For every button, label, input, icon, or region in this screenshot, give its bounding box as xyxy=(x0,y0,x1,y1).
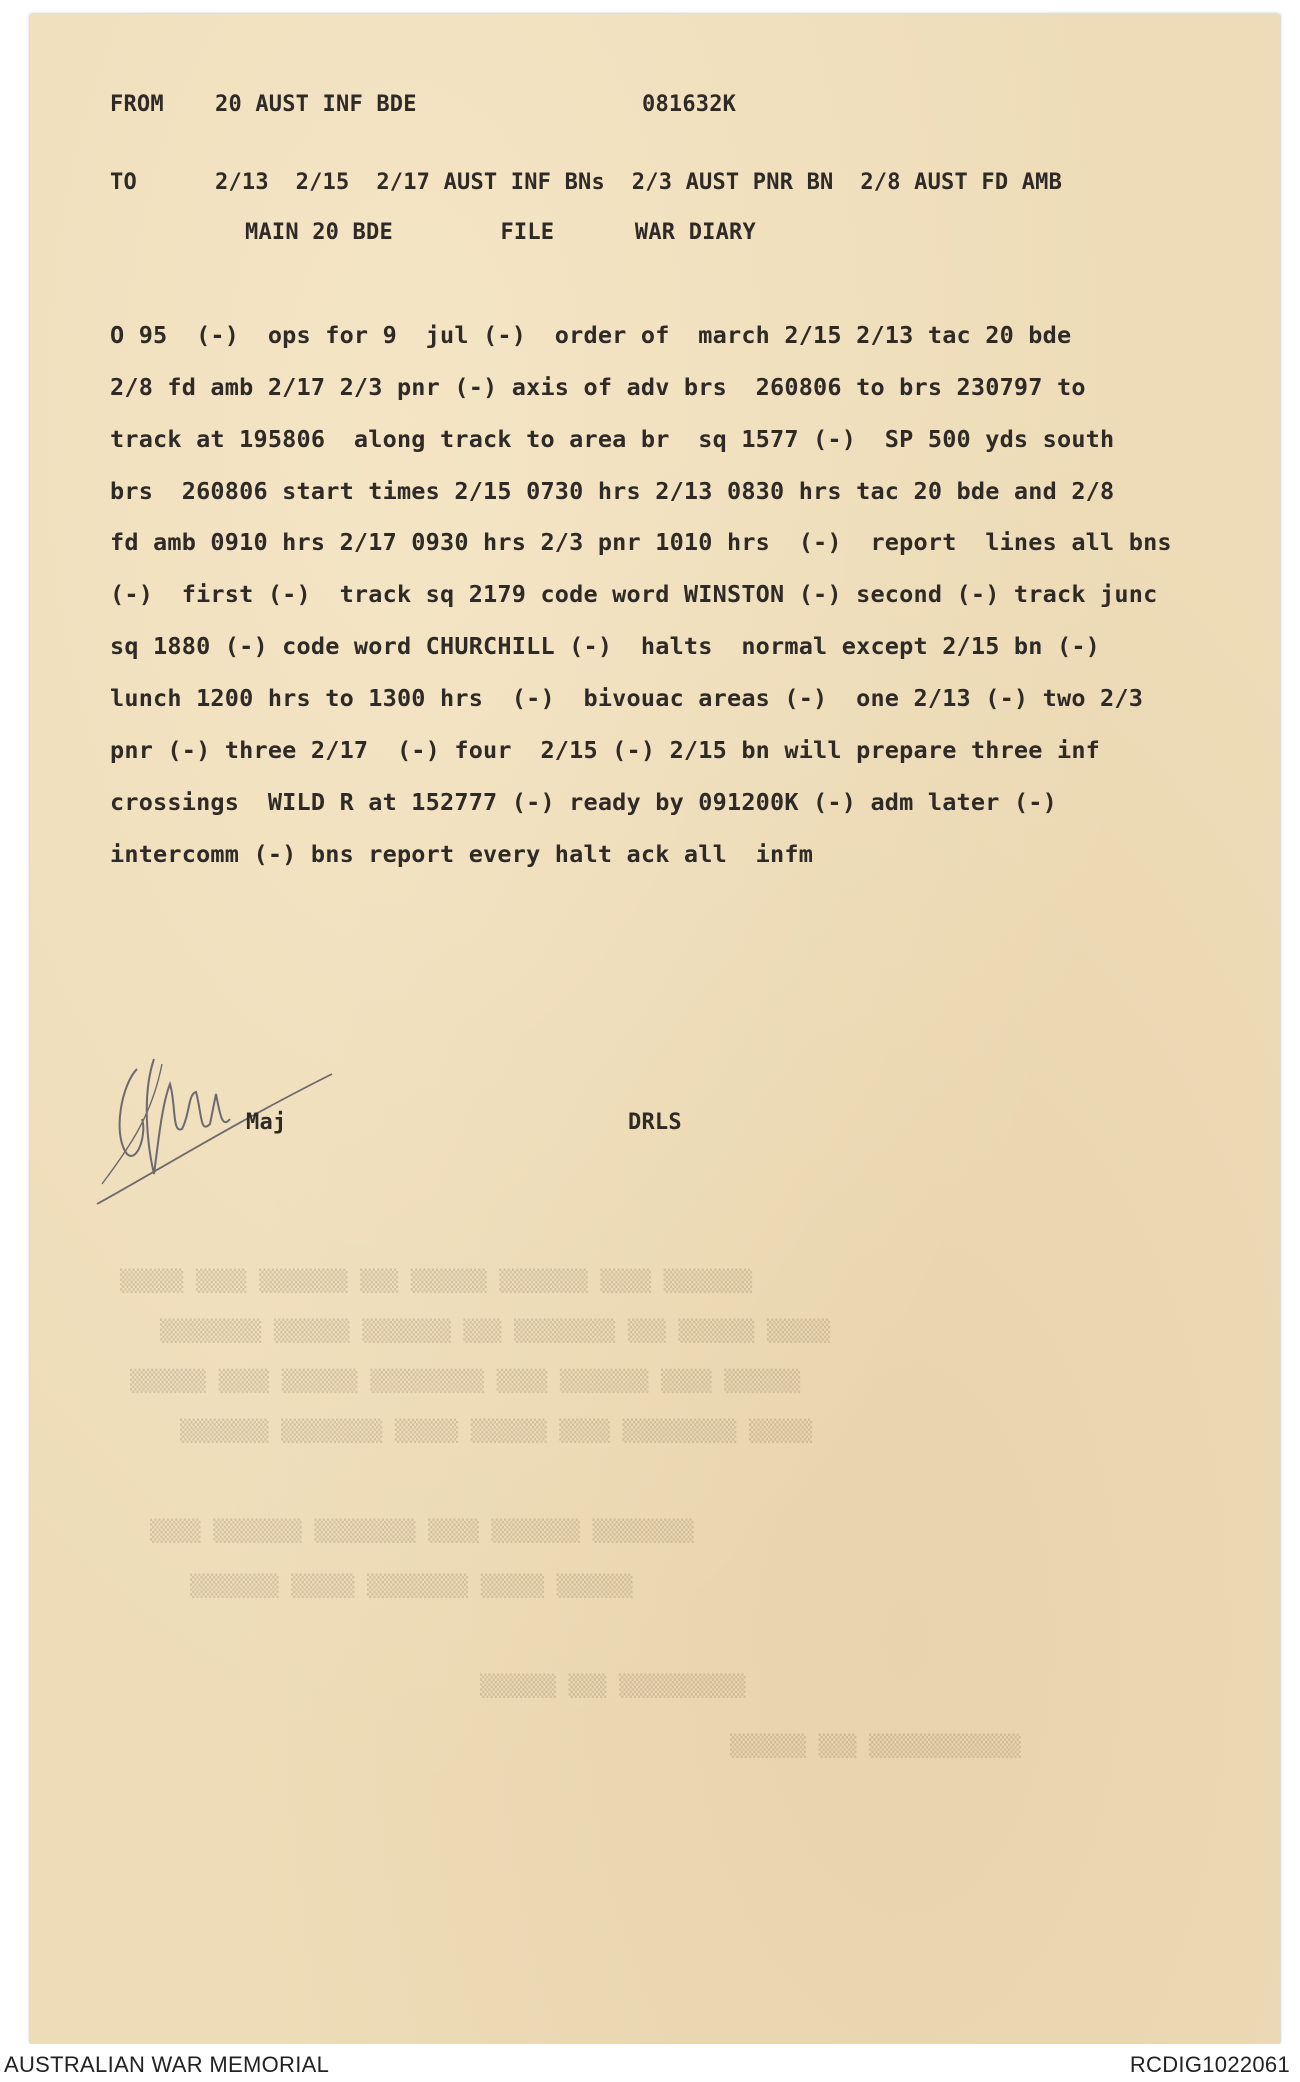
bleed-through-ghost: ▒▒▒▒▒▒ ▒▒▒ ▒▒▒▒▒▒▒▒▒▒ xyxy=(480,1674,746,1698)
body-line: O 95 (-) ops for 9 jul (-) order of march 2/15 2/13 tac 20 bde xyxy=(110,321,1072,349)
body-line: pnr (-) three 2/17 (-) four 2/15 (-) 2/15 bn will prepare three inf xyxy=(110,736,1101,764)
bleed-through-ghost: ▒▒▒▒▒ ▒▒▒▒ ▒▒▒▒▒▒▒ ▒▒▒ ▒▒▒▒▒▒ ▒▒▒▒▒▒▒ ▒▒▒▒ ▒▒▒▒▒▒▒ xyxy=(120,1269,753,1293)
archive-reference: RCDIG1022061 xyxy=(1129,2052,1290,2077)
body-line: 2/8 fd amb 2/17 2/3 pnr (-) axis of adv brs 260806 to brs 230797 to xyxy=(110,373,1086,401)
rank-label: Maj xyxy=(246,1110,287,1135)
body-line: sq 1880 (-) code word CHURCHILL (-) halts normal except 2/15 bn (-) xyxy=(110,632,1101,660)
to-value: 2/13 2/15 2/17 AUST INF BNs 2/3 AUST PNR BN 2/8 AUST FD AMB xyxy=(215,170,1063,195)
archive-footer xyxy=(0,2044,1300,2082)
body-line: fd amb 0910 hrs 2/17 0930 hrs 2/3 pnr 1010 hrs (-) report lines all bns xyxy=(110,528,1172,556)
document-sheet xyxy=(30,14,1280,2044)
bleed-through-ghost: ▒▒▒▒▒▒▒▒ ▒▒▒▒▒▒ ▒▒▒▒▒▒▒ ▒▒▒ ▒▒▒▒▒▒▒▒ ▒▒▒ ▒▒▒▒▒▒ ▒▒▒▒▒ xyxy=(160,1319,831,1343)
to-label: TO xyxy=(110,170,137,195)
body-line: track at 195806 along track to area br sq 1577 (-) SP 500 yds south xyxy=(110,425,1115,453)
bleed-through-ghost: ▒▒▒▒▒▒ ▒▒▒ ▒▒▒▒▒▒▒▒▒▒▒▒ xyxy=(730,1734,1021,1758)
bleed-through-ghost: ▒▒▒▒▒▒▒ ▒▒▒▒▒▒▒▒ ▒▒▒▒▒ ▒▒▒▒▒▒ ▒▒▒▒ ▒▒▒▒▒▒▒▒▒ ▒▒▒▒▒ xyxy=(180,1419,813,1443)
delivery-method: DRLS xyxy=(628,1110,682,1135)
from-value: 20 AUST INF BDE xyxy=(215,92,417,117)
handwritten-signature xyxy=(92,1024,362,1214)
bleed-through-ghost: ▒▒▒▒ ▒▒▒▒▒▒▒ ▒▒▒▒▒▒▒▒ ▒▒▒▒ ▒▒▒▒▒▒▒ ▒▒▒▒▒▒▒▒ xyxy=(150,1519,694,1543)
to-value-line2: MAIN 20 BDE FILE WAR DIARY xyxy=(245,220,756,245)
bleed-through-ghost: ▒▒▒▒▒▒▒ ▒▒▒▒▒ ▒▒▒▒▒▒▒▒ ▒▒▒▒▒ ▒▒▒▒▒▒ xyxy=(190,1574,633,1598)
body-line: crossings WILD R at 152777 (-) ready by 091200K (-) adm later (-) xyxy=(110,788,1057,816)
body-line: brs 260806 start times 2/15 0730 hrs 2/13 0830 hrs tac 20 bde and 2/8 xyxy=(110,477,1115,505)
date-time-group: 081632K xyxy=(642,92,737,117)
from-label: FROM xyxy=(110,92,164,117)
body-line: lunch 1200 hrs to 1300 hrs (-) bivouac areas (-) one 2/13 (-) two 2/3 xyxy=(110,684,1144,712)
bleed-through-ghost: ▒▒▒▒▒▒ ▒▒▒▒ ▒▒▒▒▒▒ ▒▒▒▒▒▒▒▒▒ ▒▒▒▒ ▒▒▒▒▒▒▒ ▒▒▒▒ ▒▒▒▒▒▒ xyxy=(130,1369,801,1393)
body-line: (-) first (-) track sq 2179 code word WINSTON (-) second (-) track junc xyxy=(110,580,1158,608)
archive-name: AUSTRALIAN WAR MEMORIAL xyxy=(4,2052,330,2077)
body-line: intercomm (-) bns report every halt ack all infm xyxy=(110,840,814,868)
